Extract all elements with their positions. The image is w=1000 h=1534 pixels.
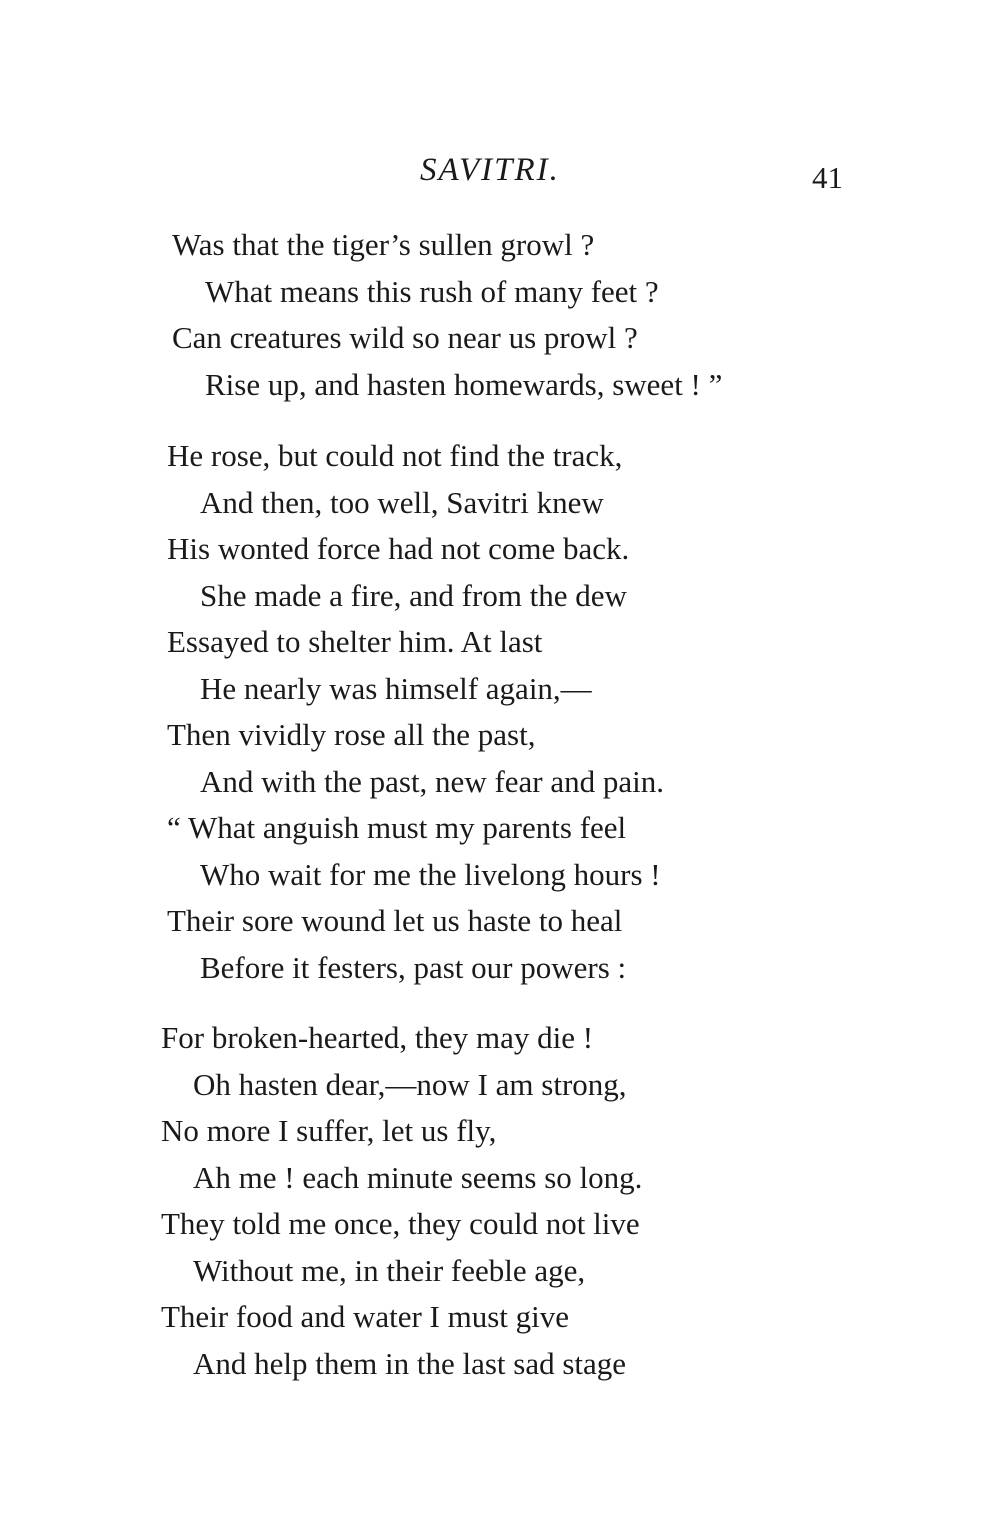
poem-line: Without me, in their feeble age, bbox=[193, 1252, 586, 1288]
poem-line: Essayed to shelter him. At last bbox=[167, 624, 543, 659]
poem-line: Who wait for me the livelong hours ! bbox=[200, 856, 661, 892]
poem-line: They told me once, they could not live bbox=[161, 1206, 640, 1241]
poem-line: Was that the tiger’s sullen growl ? bbox=[172, 227, 595, 262]
poem-line: What means this rush of many feet ? bbox=[205, 273, 659, 309]
poem-line: Then vividly rose all the past, bbox=[167, 717, 536, 752]
running-head bbox=[0, 148, 1000, 198]
stanza-3 bbox=[0, 1015, 1000, 1387]
poem-body bbox=[0, 222, 1000, 1387]
poem-line: He rose, but could not find the track, bbox=[167, 438, 623, 473]
poem-line: And with the past, new fear and pain. bbox=[200, 763, 665, 799]
poem-line: Oh hasten dear,—now I am strong, bbox=[193, 1066, 627, 1102]
poem-line: No more I suffer, let us fly, bbox=[161, 1113, 497, 1148]
poem-line: She made a fire, and from the dew bbox=[200, 577, 627, 613]
poem-line: For broken-hearted, they may die ! bbox=[161, 1020, 594, 1055]
poem-line: Can creatures wild so near us prowl ? bbox=[172, 320, 638, 355]
stanza-1 bbox=[0, 222, 1000, 408]
poem-line: Before it festers, past our powers : bbox=[200, 949, 627, 985]
poem-line: Ah me ! each minute seems so long. bbox=[193, 1159, 643, 1195]
poem-line: Their food and water I must give bbox=[161, 1299, 570, 1334]
poem-line: He nearly was himself again,— bbox=[200, 670, 592, 706]
poem-line: “ What anguish must my parents feel bbox=[167, 810, 627, 845]
poem-line: And help them in the last sad stage bbox=[193, 1345, 627, 1381]
poem-line: His wonted force had not come back. bbox=[167, 531, 630, 566]
poem-line: Rise up, and hasten homewards, sweet ! ” bbox=[205, 366, 723, 402]
page-number: 41 bbox=[812, 160, 843, 195]
poem-line: Their sore wound let us haste to heal bbox=[167, 903, 623, 938]
running-title: SAVITRI. bbox=[420, 152, 560, 188]
stanza-2 bbox=[0, 433, 1000, 991]
poem-line: And then, too well, Savitri knew bbox=[200, 484, 604, 520]
